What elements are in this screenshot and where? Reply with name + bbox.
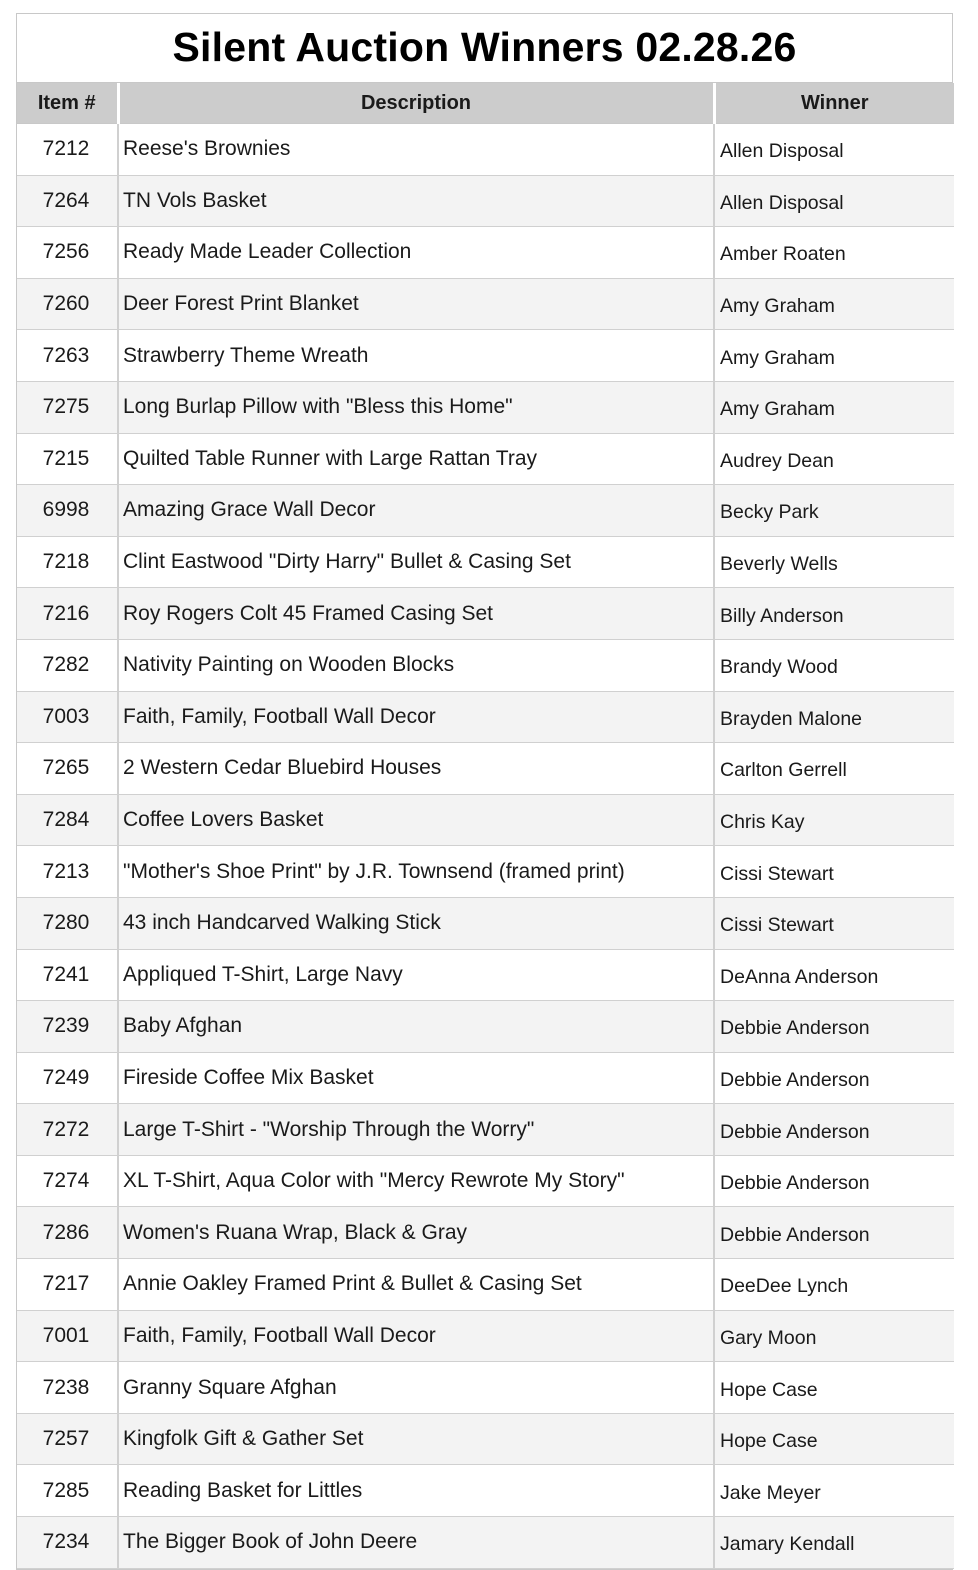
table-row <box>17 1207 954 1259</box>
item-number-cell: 7272 <box>17 1104 118 1156</box>
item-number-cell: 7003 <box>17 691 118 743</box>
winner-cell: Jamary Kendall <box>714 1517 954 1569</box>
table-header <box>17 83 954 124</box>
table-row <box>17 846 954 898</box>
auction-winners-sheet <box>16 13 953 1570</box>
description-cell: Long Burlap Pillow with "Bless this Home" <box>118 381 714 433</box>
item-number-cell: 7218 <box>17 536 118 588</box>
winner-cell: Audrey Dean <box>714 433 954 485</box>
description-cell: Coffee Lovers Basket <box>118 794 714 846</box>
table-row <box>17 1362 954 1414</box>
winner-cell: Chris Kay <box>714 794 954 846</box>
item-number-cell: 7215 <box>17 433 118 485</box>
winners-table <box>17 83 954 1569</box>
winner-cell: Amy Graham <box>714 330 954 382</box>
description-cell: Fireside Coffee Mix Basket <box>118 1052 714 1104</box>
item-number-cell: 6998 <box>17 485 118 537</box>
winner-cell: DeAnna Anderson <box>714 949 954 1001</box>
winner-cell: Brandy Wood <box>714 639 954 691</box>
item-number-cell: 7213 <box>17 846 118 898</box>
winner-cell: Amber Roaten <box>714 227 954 279</box>
item-number-cell: 7263 <box>17 330 118 382</box>
item-number-cell: 7274 <box>17 1155 118 1207</box>
winner-cell: Debbie Anderson <box>714 1207 954 1259</box>
winner-cell: Amy Graham <box>714 381 954 433</box>
table-row <box>17 433 954 485</box>
description-cell: 2 Western Cedar Bluebird Houses <box>118 743 714 795</box>
winner-cell: Becky Park <box>714 485 954 537</box>
description-cell: TN Vols Basket <box>118 175 714 227</box>
column-header-item: Item # <box>17 83 118 124</box>
item-number-cell: 7212 <box>17 124 118 176</box>
description-cell: The Bigger Book of John Deere <box>118 1517 714 1569</box>
description-cell: Ready Made Leader Collection <box>118 227 714 279</box>
winner-cell: Carlton Gerrell <box>714 743 954 795</box>
winner-cell: DeeDee Lynch <box>714 1259 954 1311</box>
winner-cell: Debbie Anderson <box>714 1001 954 1053</box>
winner-cell: Gary Moon <box>714 1310 954 1362</box>
description-cell: Faith, Family, Football Wall Decor <box>118 1310 714 1362</box>
table-row <box>17 639 954 691</box>
item-number-cell: 7285 <box>17 1465 118 1517</box>
item-number-cell: 7241 <box>17 949 118 1001</box>
description-cell: Roy Rogers Colt 45 Framed Casing Set <box>118 588 714 640</box>
item-number-cell: 7286 <box>17 1207 118 1259</box>
table-row <box>17 949 954 1001</box>
winner-cell: Debbie Anderson <box>714 1155 954 1207</box>
table-row <box>17 227 954 279</box>
table-row <box>17 1413 954 1465</box>
description-cell: Granny Square Afghan <box>118 1362 714 1414</box>
item-number-cell: 7239 <box>17 1001 118 1053</box>
table-row <box>17 1155 954 1207</box>
description-cell: Reese's Brownies <box>118 124 714 176</box>
item-number-cell: 7256 <box>17 227 118 279</box>
item-number-cell: 7260 <box>17 278 118 330</box>
item-number-cell: 7001 <box>17 1310 118 1362</box>
description-cell: Large T-Shirt - "Worship Through the Worry" <box>118 1104 714 1156</box>
description-cell: "Mother's Shoe Print" by J.R. Townsend (framed print) <box>118 846 714 898</box>
description-cell: Baby Afghan <box>118 1001 714 1053</box>
description-cell: Kingfolk Gift & Gather Set <box>118 1413 714 1465</box>
item-number-cell: 7264 <box>17 175 118 227</box>
description-cell: Appliqued T-Shirt, Large Navy <box>118 949 714 1001</box>
table-body <box>17 124 954 1569</box>
table-row <box>17 175 954 227</box>
winner-cell: Debbie Anderson <box>714 1052 954 1104</box>
item-number-cell: 7234 <box>17 1517 118 1569</box>
winner-cell: Allen Disposal <box>714 175 954 227</box>
description-cell: Faith, Family, Football Wall Decor <box>118 691 714 743</box>
winner-cell: Brayden Malone <box>714 691 954 743</box>
description-cell: Strawberry Theme Wreath <box>118 330 714 382</box>
item-number-cell: 7249 <box>17 1052 118 1104</box>
winner-cell: Cissi Stewart <box>714 897 954 949</box>
description-cell: Amazing Grace Wall Decor <box>118 485 714 537</box>
table-row <box>17 794 954 846</box>
table-row <box>17 330 954 382</box>
table-row <box>17 124 954 176</box>
description-cell: Reading Basket for Littles <box>118 1465 714 1517</box>
table-row <box>17 1310 954 1362</box>
table-row <box>17 1259 954 1311</box>
description-cell: Quilted Table Runner with Large Rattan Tray <box>118 433 714 485</box>
description-cell: Women's Ruana Wrap, Black & Gray <box>118 1207 714 1259</box>
winner-cell: Hope Case <box>714 1362 954 1414</box>
table-row <box>17 278 954 330</box>
header-row <box>17 83 954 124</box>
description-cell: Nativity Painting on Wooden Blocks <box>118 639 714 691</box>
item-number-cell: 7284 <box>17 794 118 846</box>
winner-cell: Beverly Wells <box>714 536 954 588</box>
table-row <box>17 1104 954 1156</box>
table-row <box>17 485 954 537</box>
description-cell: XL T-Shirt, Aqua Color with "Mercy Rewrote My Story" <box>118 1155 714 1207</box>
description-cell: Deer Forest Print Blanket <box>118 278 714 330</box>
table-row <box>17 1465 954 1517</box>
winner-cell: Hope Case <box>714 1413 954 1465</box>
page-title: Silent Auction Winners 02.28.26 <box>17 14 952 83</box>
table-row <box>17 691 954 743</box>
winner-cell: Cissi Stewart <box>714 846 954 898</box>
column-header-description: Description <box>118 83 714 124</box>
description-cell: Annie Oakley Framed Print & Bullet & Casing Set <box>118 1259 714 1311</box>
description-cell: 43 inch Handcarved Walking Stick <box>118 897 714 949</box>
item-number-cell: 7282 <box>17 639 118 691</box>
item-number-cell: 7280 <box>17 897 118 949</box>
winner-cell: Amy Graham <box>714 278 954 330</box>
table-row <box>17 743 954 795</box>
item-number-cell: 7257 <box>17 1413 118 1465</box>
winner-cell: Billy Anderson <box>714 588 954 640</box>
table-row <box>17 536 954 588</box>
table-row <box>17 1001 954 1053</box>
winner-cell: Allen Disposal <box>714 124 954 176</box>
table-row <box>17 1517 954 1569</box>
item-number-cell: 7275 <box>17 381 118 433</box>
item-number-cell: 7216 <box>17 588 118 640</box>
item-number-cell: 7238 <box>17 1362 118 1414</box>
table-row <box>17 588 954 640</box>
table-row <box>17 1052 954 1104</box>
winner-cell: Jake Meyer <box>714 1465 954 1517</box>
description-cell: Clint Eastwood "Dirty Harry" Bullet & Casing Set <box>118 536 714 588</box>
table-row <box>17 381 954 433</box>
item-number-cell: 7217 <box>17 1259 118 1311</box>
winner-cell: Debbie Anderson <box>714 1104 954 1156</box>
column-header-winner: Winner <box>714 83 954 124</box>
table-row <box>17 897 954 949</box>
item-number-cell: 7265 <box>17 743 118 795</box>
